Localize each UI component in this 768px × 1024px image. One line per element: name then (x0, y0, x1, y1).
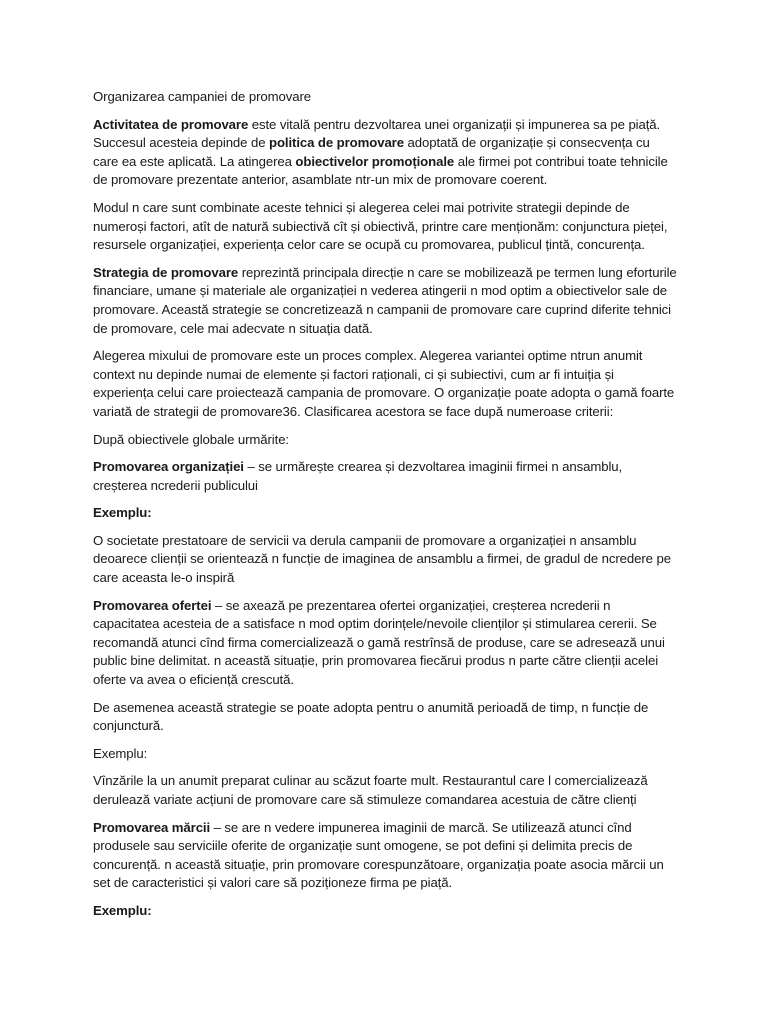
bold-term: politica de promovare (269, 135, 404, 151)
paragraph-text: este vitală pentru dezvoltarea unei organizații și impunerea sa pe piață. Succesul acesteia depinde de (93, 116, 661, 151)
paragraph-activitatea (93, 116, 678, 190)
bold-term: Exemplu: (93, 505, 152, 521)
bold-term: Promovarea ofertei (93, 597, 212, 613)
paragraph-text: – se are n vedere impunerea imaginii de marcă. Se utilizează atunci cînd produsele sau serviciile oferite de organizație sunt omogene, se pot defini și delimita precis de concurență. n această situație, prin promovare corespunzătoare, organizația poate asocia mărcii un set de caracteristici și valori care să poziționeze firma pe piață. (93, 819, 664, 891)
document-title: Organizarea campaniei de promovare (93, 89, 311, 104)
document-page (93, 88, 678, 930)
paragraph-alegerea: Alegerea mixului de promovare este un proces complex. Alegerea variantei optime ntrun anumit context nu depinde numai de elemente și factori raționali, ci și subiectivi, cum ar fi intuiția și experiența celui care proiectează campania de promovare. O organizație poate adopta o gamă foarte variată de strategii de promovare36. Clasificarea acestora se face după numeroase criterii: (93, 348, 675, 419)
paragraph-vinzarile: Vînzările la un anumit preparat culinar au scăzut foarte mult. Restaurantul care l comercializează derulează variate acțiuni de promovare care să stimuleze comandarea acestuia de către clienți (93, 773, 648, 807)
example-heading (93, 504, 678, 523)
bold-term: Promovarea mărcii (93, 819, 211, 835)
bold-term: Exemplu: (93, 902, 152, 918)
paragraph-promovarea-marcii (93, 819, 678, 893)
bold-term: obiectivelor promoționale (295, 153, 455, 169)
paragraph-text: adoptată de organizație și consecvența cu care ea este aplicată. La atingerea (93, 135, 650, 169)
bold-term: Strategia de promovare (93, 264, 239, 280)
paragraph-de-asemenea: De asemenea această strategie se poate adopta pentru o anumită perioadă de timp, n funcție de conjunctură. (93, 699, 649, 734)
paragraph-promovarea-organizatiei (93, 458, 678, 495)
paragraph-strategia (93, 264, 678, 338)
paragraph-societate: O societate prestatoare de servicii va derula campanii de promovare a organizației n ansamblu deoarece clienții se orientează n funcție de imaginea de ansamblu a firmei, de gradul de ncredere pe care aceasta le-o inspiră (93, 532, 671, 586)
paragraph-promovarea-ofertei (93, 597, 678, 690)
bold-term: Promovarea organizației (93, 459, 244, 475)
paragraph-text: – se axează pe prezentarea ofertei organizației, creșterea ncrederii n capacitatea acesteia de a satisface n mod optim dorințele/nevoile clienților și stimularea cererii. Se recomandă atunci cînd firma comercializează o gamă restrînsă de produse, care se adresează unui public bine delimitat. n această situație, prin promovarea fiecărui produs n parte către clienții acelei oferte va avea o eficiență crescută. (93, 597, 665, 688)
paragraph-text: – se urmărește crearea și dezvoltarea imaginii firmei n ansamblu, creșterea ncrederii publicului (93, 459, 623, 493)
bold-term: Activitatea de promovare (93, 116, 249, 132)
example-heading (93, 902, 678, 921)
paragraph-text: reprezintă principala direcție n care se mobilizează pe termen lung eforturile financiare, umane și materiale ale organizației n vederea atingerii n mod optim a obiectivelor sale de promovare. Această strategie se concretizează n campanii de promovare care cuprind diferite tehnici de promovare, cele mai adecvate n situația dată. (93, 264, 677, 336)
example-heading: Exemplu: (93, 745, 148, 761)
paragraph-modul: Modul n care sunt combinate aceste tehnici și alegerea celei mai potrivite strategii depinde de numeroși factori, atît de natură subiectivă cît și obiectivă, printre care menționăm: conjunctura pieței, resursele organizației, experiența celor care se ocupă cu promovarea, publicul țintă, concurența. (93, 199, 668, 253)
paragraph-text: ale firmei pot contribui toate tehnicile de promovare prezentate anterior, asamblate ntr-un mix de promovare coerent. (93, 153, 668, 188)
paragraph-dupa-obiective: După obiectivele globale urmărite: (93, 431, 289, 447)
